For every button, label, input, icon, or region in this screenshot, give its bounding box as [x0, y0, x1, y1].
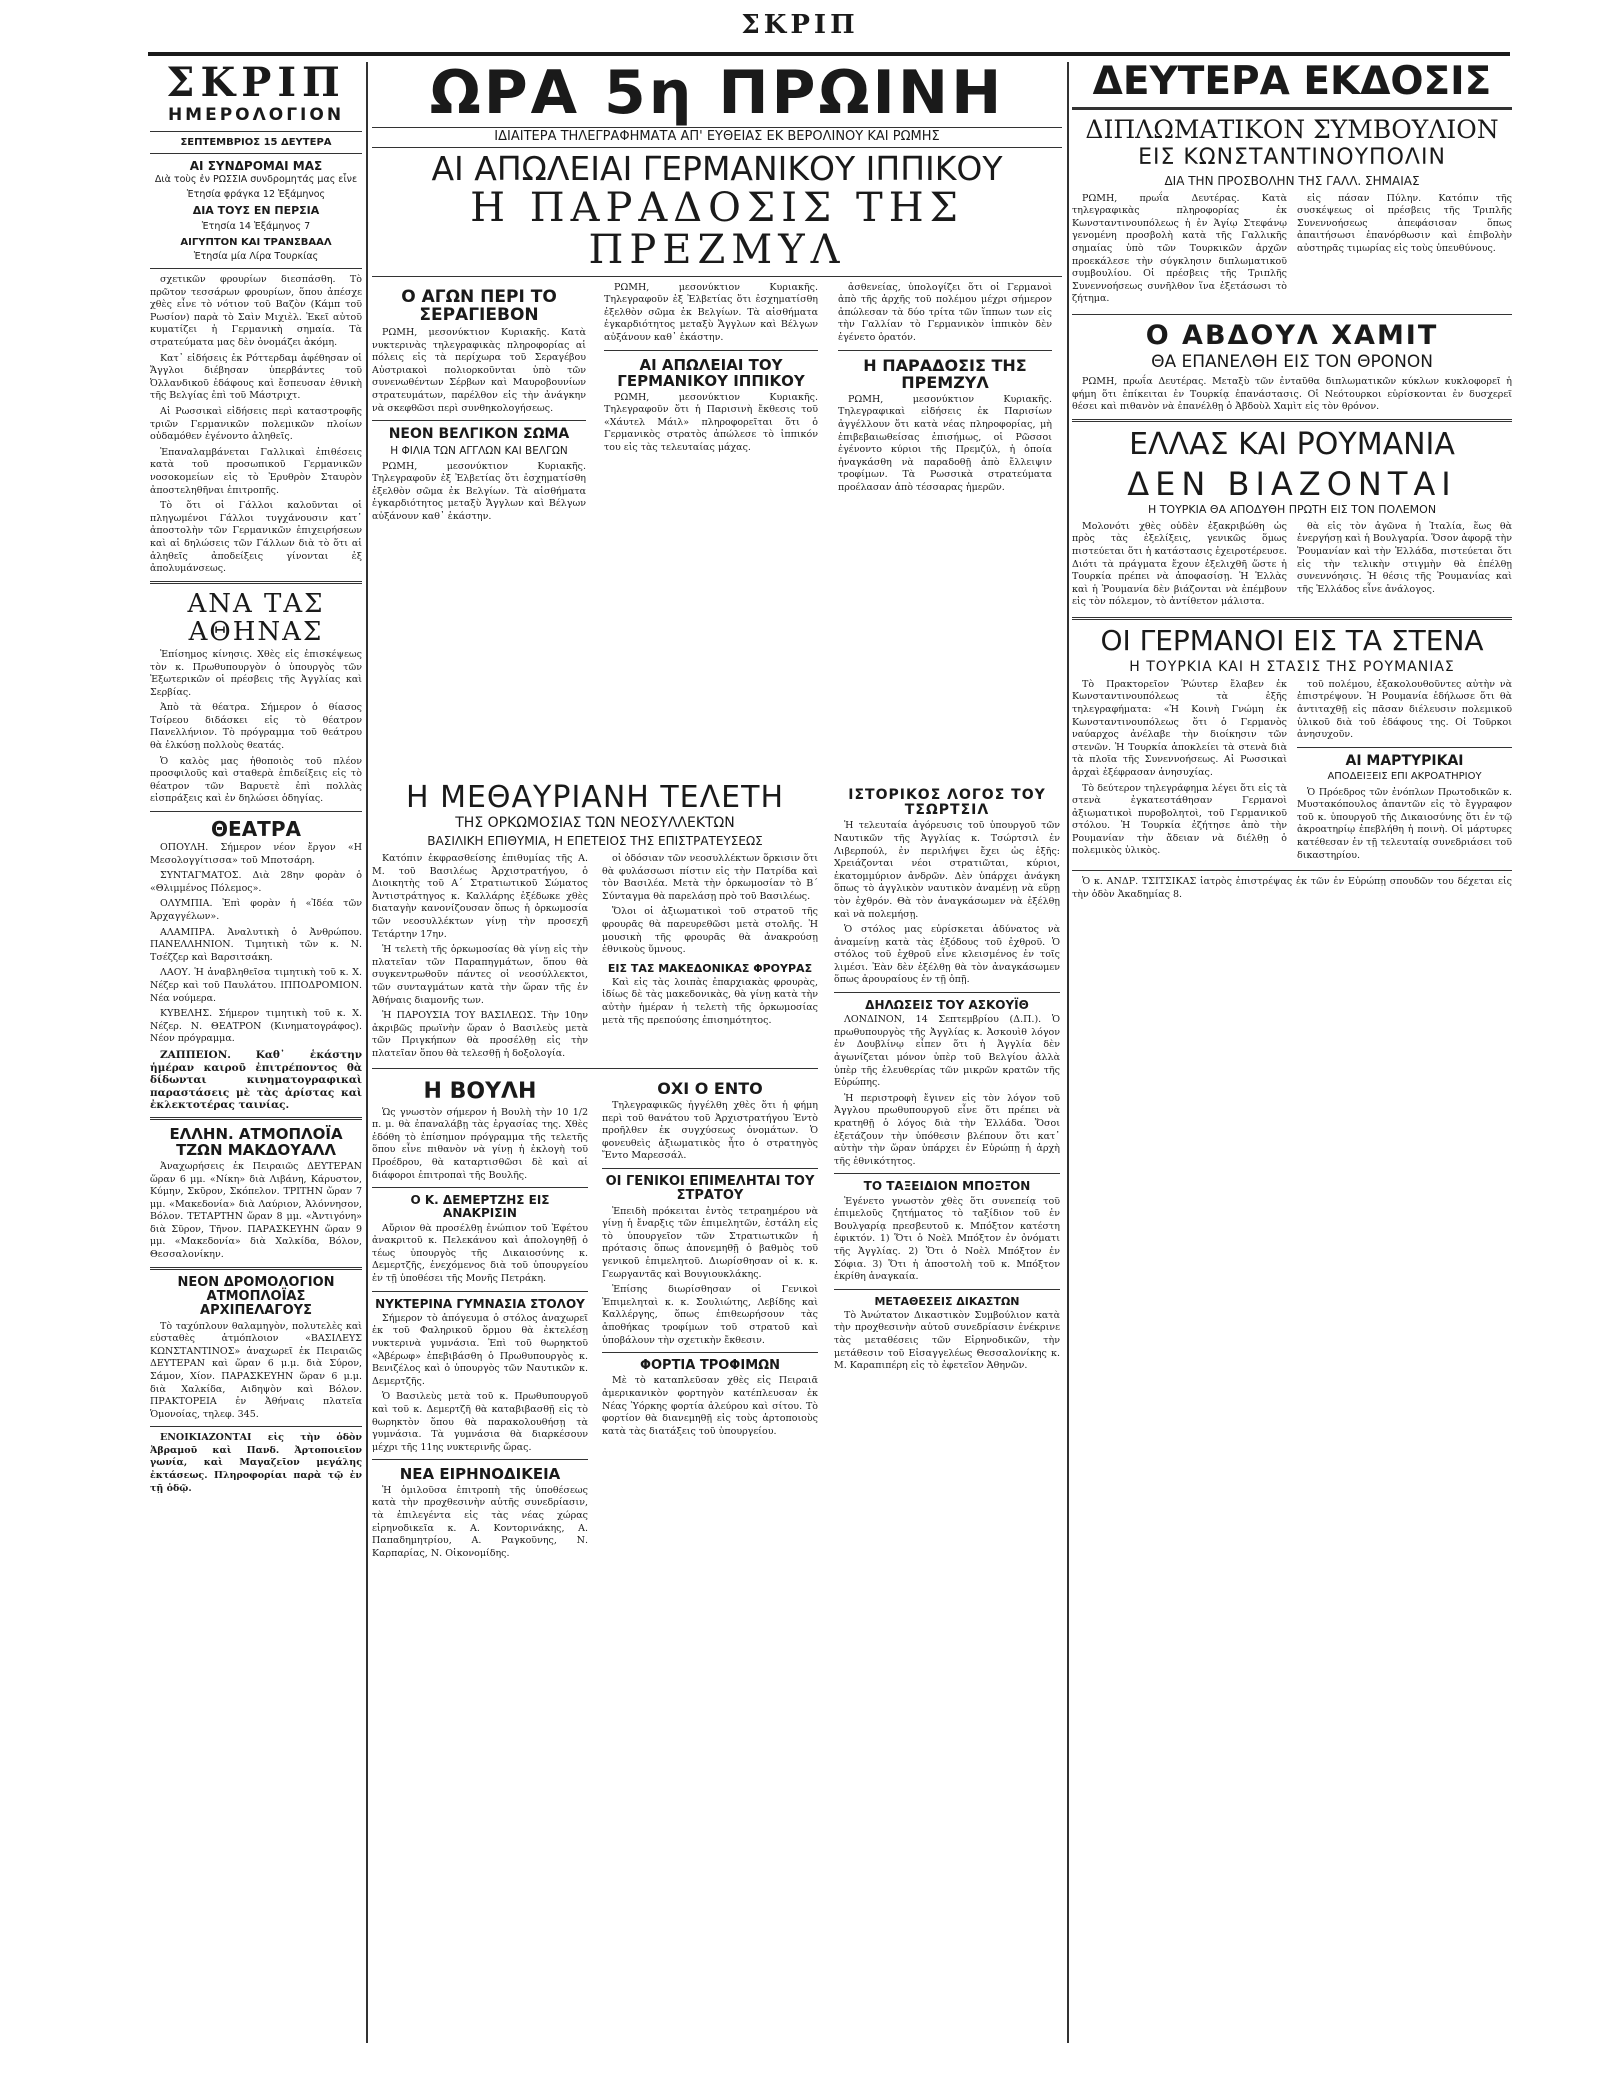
divider — [1072, 617, 1512, 620]
headline: ΑΙ ΑΠΩΛΕΙΑΙ ΓΕΡΜΑΝΙΚΟΥ ΙΠΠΙΚΟΥ — [431, 148, 1003, 188]
article-text: Ὡς γνωστὸν σήμερον ἡ Βουλὴ τὴν 10 1/2 π. μ. θὰ ἐπαναλάβῃ τὰς ἐργασίας της. Χθὲς ἐδόθη τὸ ἐπίσημον πρόγραμμα τῆς τελετῆς ὅπου εἶνε πιθανὸν νὰ γίνῃ ἡ ἐκλογὴ τοῦ Προέδρου, θὰ καταρτισθῶσι δὲ καὶ αἱ διάφοροι ἐπιτροπαὶ τῆς Βουλῆς. — [372, 1106, 588, 1181]
article-text: Αὔριον θὰ προσέλθῃ ἐνώπιον τοῦ Ἐφέτου ἀνακριτοῦ κ. Πελεκάνου καὶ ἀπολογηθῇ ὁ τέως ὑπουργὸς τῆς Δικαιοσύνης κ. Δεμερτζῆς, ἐνεχόμενος διὰ τοῦ ὑπουργείου ἐν τῇ ὑποθέσει τῆς Μονῆς Πετράκη. — [372, 1222, 588, 1284]
divider — [372, 1187, 588, 1188]
divider — [602, 1168, 818, 1169]
second-edition-banner: ΔΕΥΤΕΡΑ ΕΚΔΟΣΙΣ — [1072, 62, 1512, 110]
article-text: Ὅλοι οἱ ἀξιωματικοὶ τοῦ στρατοῦ τῆς φρουρᾶς θὰ παρευρεθῶσι μετὰ στολῆς. Ἡ μουσικὴ τῆς φρουρᾶς θὰ ἀνακρούσῃ ἐθνικοὺς ὕμνους. — [602, 906, 818, 956]
article-column — [602, 1074, 818, 1563]
article-text: Ὁ Πρόεδρος τῶν ἐνόπλων Πρωτοδικῶν κ. Μυστακόπουλος ἀπαντῶν εἰς τὸ ἔγγραφον τοῦ κ. ὑπουργοῦ τῆς Δικαιοσύνης ὅτι ἐν τῷ ἀκροατηρίῳ ἐπεβλήθη ἡ ποινὴ. Οἱ μάρτυρες κατέθεσαν ἐν τῇ τελευταίᾳ συνεδριάσει τοῦ δικαστηρίου. — [1297, 786, 1512, 861]
divider — [372, 420, 586, 421]
article-heading: ΑΙ ΑΠΩΛΕΙΑΙ ΤΟΥ ΓΕΡΜΑΝΙΚΟΥ ΙΠΠΙΚΟΥ — [617, 355, 805, 391]
article-columns — [1072, 521, 1512, 612]
article-heading: ΑΙ ΜΑΡΤΥΡΙΚΑΙ — [1345, 752, 1464, 769]
article-subheading: Η ΤΟΥΡΚΙΑ ΘΑ ΑΠΟΔΥΘΗ ΠΡΩΤΗ ΕΙΣ ΤΟΝ ΠΟΛΕΜΟΝ — [1147, 503, 1437, 517]
theatre-listing: ΟΠΟΥΛΗ. Σήμερον νέον ἔργον «Η Μεσολογγίτισσα» τοῦ Μποτσάρη. — [150, 842, 362, 866]
article-text: Κατ᾿ εἰδήσεις ἐκ Ρόττερδαμ ἀφέθησαν οἱ Ἄγγλοι διέβησαν ὑπερβάντες τοῦ Ὀλλανδικοῦ ἐδάφους καὶ ἔσπευσαν ἐθνικὴ τῆς Βελγίας ἐπὶ τοῦ Μάστριχτ. — [150, 352, 362, 402]
article-text: Μολονότι χθὲς οὐδὲν ἐξακριβώθη ὡς πρὸς τὰς ἐξελίξεις, γενικῶς ὅμως πιστεύεται ὅτι ἡ κατάστασις ἐχειροτέρευσε. Διότι τὰ πράγματα ἔχουν ἐξελιχθῆ ὥστε ἡ Τουρκία πρέπει νὰ ἀποφασίσῃ. Ἡ Ἑλλὰς καὶ ἡ Ῥουμανία δὲν βιάζονται νὰ ἐπέμβουν εἰς τὸν πόλεμον, τὸ ἀντίθετον μάλιστα. — [1072, 520, 1287, 608]
steamship-heading: ΕΛΛΗΝ. ΑΤΜΟΠΛΟΪΑ ΤΖΩΝ ΜΑΚΔΟΥΑΛΛ — [169, 1124, 343, 1160]
article-heading: Ο ΑΒΔΟΥΛ ΧΑΜΙΤ — [1145, 319, 1439, 351]
article-text: ΡΩΜΗ, μεσονύκτιον Κυριακῆς. Τηλεγραφικαὶ εἰδήσεις ἐκ Παρισίων ἀγγέλλουν ὅτι κατὰ νέας πληροφορίας, μὴ ἐπιβεβαιωθείσας ἐπισήμως, οἱ Ρῶσσοι ἐγένοντο κύριοι τῆς Πρεμζύλ, ἡ ὁποία ἠναγκάσθη νὰ παραδοθῇ ἀπὸ ἔλλειψιν τροφίμων. Τὰ Ρωσσικὰ στρατεύματα προέλασαν ἀπὸ τέσσαρας ἡμερῶν. — [838, 393, 1052, 493]
divider — [150, 153, 362, 154]
divider — [1297, 747, 1512, 748]
article-text: Τὸ δεύτερον τηλεγράφημα λέγει ὅτι εἰς τὰ στενὰ ἐγκατεστάθησαν Γερμανοὶ ἀξιωματικοὶ πυροβολητοὶ, τοῦ Γερμανικοῦ στόλου. Ἡ Τουρκία ἐζήτησε ἀπὸ τὴν Ρουμανίαν τὴν ἄδειαν νὰ διέλθῃ ὁ πολεμικὸς ὑλικὸς. — [1072, 782, 1287, 857]
route-schedule: Τὸ ταχύπλουν θαλαμηγὸν, πολυτελὲς καὶ εὐσταθὲς ἀτμόπλοιον «ΒΑΣΙΛΕΥΣ ΚΩΝΣΤΑΝΤΙΝΟΣ» ἀναχωρεῖ ἐκ Πειραιῶς ΔΕΥΤΕΡΑΝ καὶ ὥραν 6 μ.μ. διὰ Σύρον, Σάμον, Χίον. ΠΑΡΑΣΚΕΥΗΝ ὥραν 6 μ.μ. διὰ Χαλκίδα, Αιδηψὸν καὶ Βόλον. ΠΡΑΚΤΟΡΕΙΑ ἐν Ἀθήναις πλατεῖα Ὁμονοίας, τηλεφ. 345. — [150, 1320, 362, 1420]
article-columns — [1072, 679, 1512, 865]
issue-date: ΣΕΠΤΕΜΒΡΙΟΣ 15 ΔΕΥΤΕΡΑ — [180, 136, 332, 148]
divider — [838, 350, 1052, 351]
article-column — [1297, 679, 1512, 865]
article-columns — [372, 1074, 818, 1563]
article-text: Αἱ Ρωσσικαὶ εἰδήσεις περὶ καταστροφῆς τριῶν Γερμανικῶν πολεμικῶν πλοίων οὐδαμόθεν ἐγένοντο ἀληθεῖς. — [150, 406, 362, 443]
article-heading: ΝΕΑ ΕΙΡΗΝΟΔΙΚΕΙΑ — [399, 1465, 561, 1484]
article-text: Καὶ εἰς τὰς λοιπὰς ἐπαρχιακὰς φρουρὰς, ἰδίως δὲ τὰς μακεδονικὰς, θὰ γίνῃ κατὰ τὴν αὐτὴν ἡμέραν ἡ τελετὴ τῆς ὁρκωμοσίας μετὰ τῆς πρεπούσης ἐπισημότητος. — [602, 976, 818, 1026]
article-text: Ἡ τελετὴ τῆς ὁρκωμοσίας θὰ γίνῃ εἰς τὴν πλατεῖαν τῶν Παραπηγμάτων, ὅπου θὰ συγκεντρωθοῦν πάντες οἱ νεοσύλλεκτοι, τῶν συνταγμάτων κατὰ τὴν ὥραν τῆς ἐν Ἀθήναις διαμονῆς των. — [372, 944, 588, 1006]
athens-heading: ΑΝΑ ΤΑΣ ΑΘΗΝΑΣ — [187, 588, 325, 648]
rent-notice: ΕΝΟΙΚΙΑΖΟΝΤΑΙ εἰς τὴν ὁδὸν Ἀβραμοῦ καὶ Πανδ. Ἀρτοποιεῖον γωνία, καὶ Μαγαζεῖον μεγάλης ἐκτάσεως. Πληροφορίαι παρὰ τῷ ἐν τῇ ὁδῷ. — [150, 1432, 362, 1494]
article-text: Ἐγένετο γνωστὸν χθὲς ὅτι συνεπείᾳ τοῦ ἐπιμελοῦς ζητήματος τὸ ταξίδιον τοῦ ἐν Βουλγαρίᾳ πρεσβευτοῦ κ. Μπόξτον κατέστη ἐφικτόν. 1) Ὅτι ὁ Νοὲλ Μπόξτον ἐν ὀνόματι τῆς Ἀγγλίας. 2) Ὅτι ὁ Νοὲλ Μπόξτον ἐν Σόφια. 3) Ὅτι ἡ ἀποστολὴ τοῦ κ. Μπόξτον ἐκρίθη ἀναγκαία. — [834, 1195, 1060, 1283]
article-columns — [372, 853, 818, 1064]
left-column — [150, 62, 362, 2043]
article-heading: ΤΟ ΤΑΞΕΙΔΙΟΝ ΜΠΟΞΤΟΝ — [863, 1179, 1031, 1194]
article-subheading: ΔΙΑ ΤΗΝ ΠΡΟΣΒΟΛΗΝ ΤΗΣ ΓΑΛΛ. ΣΗΜΑΙΑΣ — [1164, 173, 1420, 188]
calendar-subtitle: ΗΜΕΡΟΛΟΓΙΟΝ — [167, 105, 345, 125]
right-subcolumn — [834, 782, 1060, 1376]
subscriptions-line: ΑΙΓΥΠΤΟΝ ΚΑΙ ΤΡΑΝΣΒΑΑΛ — [180, 236, 332, 248]
subscriptions-heading: ΑΙ ΣΥΝΔΡΟΜΑΙ ΜΑΣ — [189, 159, 323, 174]
article-text: Τὸ Ἀνώτατον Δικαστικὸν Συμβούλιον κατὰ τὴν προχθεσινὴν αὐτοῦ συνεδρίασιν ἐνέκρινε τὰς μεταθέσεις τῶν Εἰρηνοδικῶν, τὴν μετάθεσιν τοῦ Εἰσαγγελέως Θεσσαλονίκης κ. Μ. Καραπιπέρη εἰς τὸ ἐφετεῖον Ἀθηνῶν. — [834, 1309, 1060, 1372]
article-text: Κατόπιν ἐκφρασθείσης ἐπιθυμίας τῆς Α. Μ. τοῦ Βασιλέως Ἀρχιστρατήγου, ὁ Διοικητὴς τοῦ Α΄ Στρατιωτικοῦ Σώματος Ἀντιστράτηγος κ. Καλλάρης ἐξέδωκε χθὲς διαταγὴν κανονίζουσαν ὅπως ἡ ὁρκωμοσία τῶν νεοσυλλέκτων γίνῃ τὴν προσεχῆ Τετάρτην 17ην. — [372, 852, 588, 940]
article-subheading: ΒΑΣΙΛΙΚΗ ΕΠΙΘΥΜΙΑ, Η ΕΠΕΤΕΙΟΣ ΤΗΣ ΕΠΙΣΤΡΑΤΕΥΣΕΩΣ — [427, 834, 763, 849]
theatre-listing: ΣΥΝΤΑΓΜΑΤΟΣ. Διὰ 28ην φορὰν ὁ «Θλιμμένος Πόλεμος». — [150, 870, 362, 894]
top-rule — [148, 52, 1510, 56]
divider — [150, 1426, 362, 1427]
article-heading: ΔΙΠΛΩΜΑΤΙΚΟΝ ΣΥΜΒΟΥΛΙΟΝ — [1085, 114, 1499, 144]
article-column — [372, 853, 588, 1064]
article-text: Ἐπίσημος κίνησις. Χθὲς εἰς ἐπισκέψεως τὸν κ. Πρωθυπουργὸν ὁ ὑπουργὸς τῶν Ἐξωτερικῶν οἱ πρέσβεις τῆς Ἀγγλίας καὶ Σερβίας. — [150, 648, 362, 698]
article-text: σχετικῶν φρουρίων διεσπάσθη. Τὸ πρῶτον τεσσάρων φρουρίων, ὅπου ἀπέσχε χθὲς εἶνε τὸ νότιον τοῦ Βαζὸν (Κάμπ τοῦ Ρωσίον) παρὰ τὸ Σαὶν Μιχιὲλ. Ἐκεῖ αὐτοῦ κυματίζει ἡ Γερμανικὴ σημαία. Τὰ στρατεύματα μας δὲν ὀνομάζει ἀκόμη. — [150, 274, 362, 349]
subscriptions-line: Διὰ τοὺς ἐν ΡΩΣΣΙΑ συνδρομητάς μας εἶνε — [154, 174, 358, 186]
article-text: Ὁ στόλος μας εὑρίσκεται ἀδύνατος νὰ ἀναμείνῃ κατὰ τὰς ἐξόδους τοῦ ἐχθροῦ. Ὁ στόλος τοῦ ἐχθροῦ εἶνε κλεισμένος ἐν τοῖς λιμέσι. Ἐὰν δὲν ἐξέλθῃ θὰ τὸν ἀναγκάσωμεν ὅπως ἀρουραίους ἐν τῇ ὀπῇ. — [834, 924, 1060, 986]
article-text: Σήμερον τὸ ἀπόγευμα ὁ στόλος ἀναχωρεῖ ἐκ τοῦ Φαληρικοῦ ὅρμου θὰ ἐκτελέσῃ νυκτερινὰ γυμνάσια. Ἐπὶ τοῦ θωρηκτοῦ «Ἀβέρωφ» ἐπεβιβάσθη ὁ Πρωθυπουργὸς κ. Βενιζέλος καὶ ὁ ὑπουργὸς τῶν Ναυτικῶν κ. Δεμερτζῆς. — [372, 1312, 588, 1387]
divider — [834, 992, 1060, 993]
article-heading: ΔΕΝ ΒΙΑΖΟΝΤΑΙ — [1127, 464, 1457, 503]
article-text: Ἐπίσης διωρίσθησαν οἱ Γενικοὶ Ἐπιμεληταὶ κ. κ. Σουλιώτης, Λεβίδης καὶ Καλλέργης, ὅπως ἐπιθεωρήσουν τὰς ἀποθήκας τροφίμων τοῦ στρατοῦ καὶ ὑποβάλουν τὴν σχετικὴν ἔκθεσιν. — [602, 1284, 818, 1346]
ceremony-article — [372, 779, 818, 1564]
article-subheading: Η ΦΙΛΙΑ ΤΩΝ ΑΓΓΛΩΝ ΚΑΙ ΒΕΛΓΩΝ — [390, 444, 568, 457]
article-heading: Ο Κ. ΔΕΜΕΡΤΖΗΣ ΕΙΣ ΑΝΑΚΡΙΣΙΝ — [410, 1193, 550, 1221]
article-text: ΛΟΝΔΙΝΟΝ, 14 Σεπτεμβρίου (Δ.Π.). Ὁ πρωθυπουργὸς τῆς Ἀγγλίας κ. Ἀσκουὶθ λόγον ἐν Δουβλίνῳ εἶπεν ὅτι ἡ Ἀγγλία δὲν ἀγωνίζεται μόνον ὑπὲρ τοῦ Βελγίου ἀλλὰ ὑπὲρ τῆς ἐλευθερίας τῶν μικρῶν κρατῶν τῆς Εὐρώπης. — [834, 1014, 1060, 1089]
article-text: Ἡ περιστροφὴ ἔγινεν εἰς τὸν λόγον τοῦ Ἀγγλου πρωθυπουργοῦ εἶνε ὅτι πρέπει νὰ κρατηθῇ ὁ λόγος διὰ τὴν Ἑλλάδα. Ὅσοι ἐξετάζουν τὴν ὑπόθεσιν βλέπουν ὅτι κατ᾿ αὐτὴν τὴν ὥραν ὑπάρχει ἐν Εὐρώπῃ ἡ ἀρχὴ τῆς ἐθνικότητος. — [834, 1092, 1060, 1167]
theatres-heading: ΘΕΑΤΡΑ — [211, 817, 301, 842]
article-text: Ἐπειδὴ πρόκειται ἐντὸς τετραημέρου νὰ γίνῃ ἡ ἔναρξις τῶν ἐπιμελητῶν, ἐστάλη εἰς τὸ ὑπουργεῖον τῶν Στρατιωτικῶν ἡ πρότασις ὅπως ἀπονεμηθῇ ὁ βαθμὸς τοῦ γενικοῦ ἐπιμελητοῦ. Διωρίσθησαν οἱ κ. κ. Γεωργαντᾶς καὶ Βουγιουκλάκης. — [602, 1205, 818, 1280]
article-subheading: ΘΑ ΕΠΑΝΕΛΘΗ ΕΙΣ ΤΟΝ ΘΡΟΝΟΝ — [1151, 351, 1433, 372]
doctor-notice: Ὁ κ. ΑΝΔΡ. ΤΣΙΤΣΙΚΑΣ ἰατρὸς ἐπιστρέψας ἐκ τῶν ἐν Εὐρώπῃ σπουδῶν του δέχεται εἰς τὴν ὁδὸν Ἀκαδημίας 8. — [1072, 876, 1512, 900]
divider — [372, 1068, 818, 1069]
divider — [150, 1117, 362, 1120]
article-column — [1297, 193, 1512, 309]
divider — [150, 131, 362, 132]
cinema-notice: ΖΑΠΠΕΙΟΝ. Καθ᾿ ἑκάστην ἡμέραν καιροῦ ἐπιτρέποντος θὰ δίδωνται κινηματογραφικαὶ παραστάσεις μὲ τὰς ἀρίστας καὶ ἐκλεκτοτέρας ταινίας. — [150, 1048, 362, 1112]
subscriptions-line: Ἐτησία μία Λίρα Τουρκίας — [193, 251, 319, 263]
article-text: Ὁ Βασιλεὺς μετὰ τοῦ κ. Πρωθυπουργοῦ καὶ τοῦ κ. Δεμερτζῆ θὰ καταβιβασθῇ εἰς τὸ θωρηκτὸν ὅπου θὰ παρακολουθήσῃ τὰ γυμνάσια. Τὰ γυμνάσια θὰ διαρκέσουν μέχρι τῆς 11ης νυκτερινῆς ὥρας. — [372, 1391, 588, 1453]
article — [838, 282, 1052, 498]
column-divider — [366, 62, 368, 2043]
article-heading: Ο ΑΓΩΝ ΠΕΡΙ ΤΟ ΣΕΡΑΓΙΕΒΟΝ — [401, 286, 557, 326]
lower-articles — [372, 779, 1062, 2043]
article-heading: ΜΕΤΑΘΕΣΕΙΣ ΔΙΚΑΣΤΩΝ — [874, 1294, 1020, 1308]
divider — [150, 581, 362, 584]
article-column — [1072, 193, 1287, 309]
article-column — [1072, 521, 1287, 612]
calendar-title: ΣΚΡΙΠ — [166, 62, 346, 106]
article-text: ΡΩΜΗ, μεσονύκτιον Κυριακῆς. Τηλεγραφοῦν ὅτι ἡ Παρισινὴ ἔκθεσις τοῦ «Χάυτελ Μάιλ» πληροφορεῖται ὅτι ὁ Γερμανικὸς στρατὸς ἀπώλεσε τὸ ἱππικόν του εἰς τὰς τελευταίας μάχας. — [604, 391, 818, 453]
divider — [150, 811, 362, 812]
main-banner: ΩΡΑ 5η ΠΡΩΙΝΗ — [429, 62, 1005, 128]
article-text: τοῦ πολέμου, ἐξακολουθοῦντες αὐτὴν νὰ ἐπιστρέψουν. Ἡ Ρουμανία ἐδήλωσε ὅτι θὰ ἀντιταχθῇ εἰς πᾶσαν διέλευσιν πολεμικοῦ ὑλικοῦ διὰ τοῦ ἐδάφους της. Οἱ Τοῦρκοι ἀνησυχοῦν. — [1297, 678, 1512, 741]
article-text: Ἡ τελευταία ἀγόρευσις τοῦ ὑπουργοῦ τῶν Ναυτικῶν τῆς Ἀγγλίας κ. Τσώρτσιλ ἐν Λιβερπούλ, ἐν περιλήψει ἔχει ὡς ἑξῆς: Χρειάζονται νέοι στρατιῶται, κύριοι, ἑκατομμύριον ἀνδρῶν. Δὲν ὑπάρχει ἀνάγκη ὅπως τὸ ἀγγλικὸν ναυτικὸν ἀναμένῃ νὰ εὕρῃ τὸν ἐχθρόν. Θὰ τὸν ἀναγκάσωμεν νὰ ἐξέλθῃ καὶ νὰ πολεμήσῃ. — [834, 820, 1060, 920]
article-subheading: ΤΗΣ ΟΡΚΩΜΟΣΙΑΣ ΤΩΝ ΝΕΟΣΥΛΛΕΚΤΩΝ — [455, 815, 735, 832]
article-text: ΡΩΜΗ, μεσονύκτιον Κυριακῆς. Τηλεγραφοῦν ἐξ Ἐλβετίας ὅτι ἐσχηματίσθη ἐξελθὸν σῶμα ἐκ Βελγίων. Τὰ αἰσθήματα ἐγκαρδιότητος μεταξὺ Ἄγγλων καὶ Βέλγων αὐξάνουν καθ᾿ ἑκάστην. — [372, 460, 586, 522]
article-heading: ΔΗΛΩΣΕΙΣ ΤΟΥ ΑΣΚΟΥΪΘ — [865, 998, 1029, 1013]
theatre-listing: ΛΑΟΥ. Ἡ ἀναβληθεῖσα τιμητικὴ τοῦ κ. Χ. Νέζερ καὶ τοῦ Παυλάτου. ΙΠΠΟΔΡΟΜΙΟΝ. Νέα νούμερα. — [150, 967, 362, 1004]
divider — [1072, 419, 1512, 422]
article-text: Τὸ Πρακτορεῖον Ῥώυτερ ἔλαβεν ἐκ Κωνσταντινουπόλεως τὰ ἑξῆς τηλεγραφήματα: «Ἡ Κοινὴ Γνώμη ἐκ Κωνσταντινουπόλεως ὅτι ὁ Γερμανὸς ναύαρχος ἀνέλαβε τὴν διοίκησιν τῶν στενῶν. Ἡ Τουρκία ἀποκλείει τὰ στενὰ διὰ τὰ πλοῖα τῆς Συνεννοήσεως. Αἱ Ρωσσικαὶ ἀρχαὶ ἐξέφρασαν ἀνησυχίας. — [1072, 678, 1287, 778]
divider — [1072, 314, 1512, 315]
article-text: Ἀπὸ τὰ θέατρα. Σήμερον ὁ θίασος Τσίρεου διδάσκει εἰς τὸ θέατρον Πανελλήνιον. Τὸ πρόγραμμα τοῦ θεάτρου θὰ ἐλκύσῃ πολλοὺς θεατάς. — [150, 702, 362, 752]
route-heading: ΝΕΟΝ ΔΡΟΜΟΛΟΓΙΟΝ ΑΤΜΟΠΛΟΪΑΣ ΑΡΧΙΠΕΛΑΓΟΥΣ — [177, 1274, 335, 1319]
article-heading: ΝΥΚΤΕΡΙΝΑ ΓΥΜΝΑΣΙΑ ΣΤΟΛΟΥ — [375, 1296, 585, 1311]
article-heading: ΕΛΛΑΣ ΚΑΙ ΡΟΥΜΑΝΙΑ — [1129, 426, 1455, 462]
divider — [602, 1352, 818, 1353]
article-text: Τηλεγραφικῶς ἠγγέλθη χθὲς ὅτι ἡ φήμη περὶ τοῦ θανάτου τοῦ Ἀρχιστρατήγου Ἐντὸ προῆλθεν ἐκ συγχύσεως ὀνομάτων. Ὁ φονευθεὶς ἀξιωματικὸς ἦτο ὁ στρατηγὸς Ἔντο Μαρεσσάλ. — [602, 1100, 818, 1162]
article-text: Ἡ ὁμιλοῦσα ἐπιτροπὴ τῆς ὑποθέσεως κατὰ τὴν προχθεσινὴν αὐτῆς συνεδρίασιν, τὰ ἐπιλεγέντα εἰς τὰς νέας χώρας εἰρηνοδικεῖα κ. Α. Κοντορινάκης, Α. Παπαδημητρίου, Α. Ραγκοῦνης, Ν. Καρπαρίας, Ν. Οἰκονομίδης. — [372, 1484, 588, 1559]
theatre-listing: ΑΛΑΜΠΡΑ. Ἀναλυτικὴ ὁ Ἀνθρώπου. ΠΑΝΕΛΛΗΝΙΟΝ. Τιμητικὴ τῶν κ. Ν. Τσέζζερ καὶ Βαρσιτσάκη. — [150, 926, 362, 963]
article-text: Ἐπαναλαμβάνεται Γαλλικαὶ ἐπιθέσεις κατὰ τοῦ προσωπικοῦ Γερμανικῶν νοσοκομείων εἰς τὸ Ἐρυθρὸν Σταυρὸν ἀποστεληθῆναι ἐπιτροπῆς. — [150, 446, 362, 496]
article-text: θὰ εἰς τὸν ἀγῶνα ἡ Ἰταλία, ἕως θὰ ἐνεργήσῃ καὶ ἡ Βουλγαρία. Ὅσον ἀφορᾷ τὴν Ῥουμανίαν καὶ τὴν Ἑλλάδα, πιστεύεται ὅτι εἰς τὴν τελικὴν στιγμὴν θὰ ἐπέλθῃ συνεννόησις. Ἡ θέσις τῆς Ῥουμανίας καὶ τῆς Ἑλλάδος εἶνε ἀνάλογος. — [1297, 520, 1512, 595]
divider — [834, 1289, 1060, 1290]
article-text: ΡΩΜΗ, μεσονύκτιον Κυριακῆς. Κατὰ νυκτερινὰς τηλεγραφικὰς πληροφορίας αἱ πόλεις εἰς τὰ περίχωρα τοῦ Σεραγέβου Αὐστριακοὶ πολιορκοῦνται ὑπὸ τῶν συνενωθέντων Σέρβων καὶ Μαυροβουνίων στρατευμάτων, παρέλθον εἰς τὴν ἀνάγκην νὰ σκεφθῶσι περὶ συνθηκολογήσεως. — [372, 326, 586, 414]
column-divider — [1067, 62, 1069, 2043]
article-column — [1297, 521, 1512, 612]
article — [372, 282, 586, 527]
article-heading: ΟΧΙ Ο ΕΝΤΟ — [657, 1079, 763, 1099]
top-articles — [372, 282, 1062, 782]
article-heading: ΟΙ ΓΕΡΜΑΝΟΙ ΕΙΣ ΤΑ ΣΤΕΝΑ — [1100, 623, 1484, 657]
main-column — [372, 62, 1062, 2043]
theatre-listing: ΟΛΥΜΠΙΑ. Ἐπὶ φορὰν ἡ «Ἰδέα τῶν Ἀρχαγγέλων». — [150, 898, 362, 922]
article-subheading: Η ΤΟΥΡΚΙΑ ΚΑΙ Η ΣΤΑΣΙΣ ΤΗΣ ΡΟΥΜΑΝΙΑΣ — [1129, 658, 1455, 675]
article-heading: Η ΠΑΡΑΔΟΣΙΣ ΤΗΣ ΠΡΕΜΖΥΛ — [863, 355, 1027, 393]
article-heading: Η ΜΕΘΑΥΡΙΑΝΗ ΤΕΛΕΤΗ — [405, 779, 785, 815]
article-text: ΡΩΜΗ, πρωΐα Δευτέρας. Μεταξὺ τῶν ἐνταῦθα διπλωματικῶν κύκλων κυκλοφορεῖ ἡ φήμη ὅτι ἐπίκειται ἐν Τουρκίᾳ ἐπανάστασις. Οἱ Νεότουρκοι εὑρίσκονται ἐν δυσχερεῖ θέσει καὶ πιθανὸν νὰ ἐπανέλθῃ ὁ Ἀβδοὺλ Χαμὶτ εἰς τὸν θρόνον. — [1072, 376, 1512, 413]
divider — [372, 1291, 588, 1292]
banner-subtitle: ΙΔΙΑΙΤΕΡΑ ΤΗΛΕΓΡΑΦΗΜΑΤΑ ΑΠ' ΕΥΘΕΙΑΣ ΕΚ ΒΕΡΟΛΙΝΟΥ ΚΑΙ ΡΩΜΗΣ — [372, 127, 1062, 148]
article-text: Ἡ ΠΑΡΟΥΣΙΑ ΤΟΥ ΒΑΣΙΛΕΩΣ. Τὴν 10ην ἀκριβῶς πρωϊνὴν ὥραν ὁ Βασιλεὺς μετὰ τῶν Πριγκήπων θὰ προσέλθῃ εἰς τὴν πλατεῖαν ὅπου θὰ τελεσθῇ ἡ δοξολογία. — [372, 1010, 588, 1059]
subscriptions-line: ΔΙΑ ΤΟΥΣ ΕΝ ΠΕΡΣΙΑ — [192, 204, 320, 218]
divider — [604, 350, 818, 351]
article-text: οἱ ὁδόσιαν τῶν νεοσυλλέκτων ὅρκισιν ὅτι θὰ φυλάσσωσι πίστιν εἰς τὴν Πατρίδα καὶ τὸν Βασιλέα. Μετὰ τὴν ὁρκωμοσίαν τὸ Β΄ Σύνταγμα θὰ παρελάσῃ πρὸ τοῦ Βασιλέως. — [602, 852, 818, 902]
right-column — [1072, 62, 1512, 2043]
article-column — [1072, 679, 1287, 865]
steamship-schedule: Ἀναχωρήσεις ἐκ Πειραιῶς ΔΕΥΤΕΡΑΝ ὥραν 6 μμ. «Νίκη» διὰ Λιβάνη, Κάρυστον, Κύμην, Σκῦρον, Σκόπελον. ΤΡΙΤΗΝ ὥραν 7 μμ. «Μακεδονία» διὰ Λαύριον, Ἀλόννησον, Βόλον. ΤΕΤΑΡΤΗΝ ὥραν 8 μμ. «Ἀντιγόνη» διὰ Σῦρον, Τῆνον. ΠΑΡΑΣΚΕΥΗΝ ὥραν 9 μμ. «Μακεδονία» διὰ Χαλκίδα, Βόλον, Θεσσαλονίκην. — [150, 1160, 362, 1261]
article-subheading: ΑΠΟΔΕΙΞΕΙΣ ΕΠΙ ΑΚΡΟΑΤΗΡΙΟΥ — [1327, 771, 1482, 783]
article-heading: ΙΣΤΟΡΙΚΟΣ ΛΟΓΟΣ ΤΟΥ ΤΣΩΡΤΣΙΛ — [848, 786, 1046, 818]
divider — [372, 276, 1062, 277]
divider — [834, 1173, 1060, 1174]
article-text: Τὸ ὅτι οἱ Γάλλοι καλοῦνται οἱ πληγωμένοι Γάλλοι τυγχάνουσιν κατ᾿ ἀποστολὴν τῶν Γερμανικῶν ἐπιχειρήσεων καὶ αἱ δηλώσεις τῶν Γάλλων διὰ τὸ ὅτι αἱ ἀληθεῖς ἀποδείξεις γίνονται ἐξ ἀπολυμάνσεως. — [150, 500, 362, 575]
article-text: ΡΩΜΗ, πρωΐα Δευτέρας. Κατὰ τηλεγραφικὰς πληροφορίας ἐκ Κωνσταντινουπόλεως ἡ ἐν Ἁγίῳ Στεφάνῳ γενομένη προσβολὴ κατὰ τῆς Γαλλικῆς σημαίας ὑπὸ τῶν Τουρκικῶν ἀρχῶν προεκάλεσε τὴν σύγκλησιν διπλωματικοῦ συμβουλίου. Οἱ πρέσβεις τῆς Τριπλῆς Συνεννοήσεως συνῆλθον ἵνα ἐξετάσωσι τὸ ζήτημα. — [1072, 192, 1287, 305]
article-heading: ΦΟΡΤΙΑ ΤΡΟΦΙΜΩΝ — [639, 1358, 781, 1374]
article-heading: ΝΕΟΝ ΒΕΛΓΙΚΟΝ ΣΩΜΑ — [388, 426, 570, 443]
divider — [1072, 870, 1512, 871]
article-text: Ὁ καλὸς μας ἠθοποιὸς τοῦ πλέον προσφιλοῦς καὶ σταθερὰ ἐπιδείξεις εἰς τὸ θέατρον τῶν Βαρυετὲ ἐπὶ πολλὰς εἰσπράξεις καὶ ἐν δηλώσει ὁδηγίας. — [150, 755, 362, 805]
theatre-listing: ΚΥΒΕΛΗΣ. Σήμερον τιμητικὴ τοῦ κ. Χ. Νέζερ. Ν. ΘΕΑΤΡΟΝ (Κινηματογράφος). Νέον πρόγραμμα. — [150, 1008, 362, 1045]
article-heading: ΕΙΣ ΤΑΣ ΜΑΚΕΔΟΝΙΚΑΣ ΦΡΟΥΡΑΣ — [607, 961, 813, 975]
article-column — [602, 853, 818, 1064]
divider — [150, 1267, 362, 1270]
subscriptions-line: Ἐτησία φράγκα 12 Ἑξάμηνος — [186, 189, 326, 201]
divider — [150, 268, 362, 269]
article — [604, 282, 818, 458]
divider — [372, 1459, 588, 1460]
article-text: Μὲ τὸ καταπλεῦσαν χθὲς εἰς Πειραιᾶ ἀμερικανικὸν φορτηγὸν κατέπλευσαν ἐκ Νέας Ὑόρκης φορτία ἀλεύρου καὶ σίτου. Τὸ φορτίον θὰ διανεμηθῇ εἰς τοὺς ἀρτοποιοὺς κατὰ τὰς διατάξεις τοῦ ὑπουργείου. — [602, 1375, 818, 1437]
article-text: εἰς πάσαν Πύλην. Κατόπιν τῆς συσκέψεως οἱ πρέσβεις τῆς Τριπλῆς Συνεννοήσεως ἀπεφάσισαν ὅπως ἀπαιτήσωσι ἐπανόρθωσιν καὶ ἐπιβολὴν αὐστηρᾶς τιμωρίας εἰς τοὺς ὑπευθύνους. — [1297, 192, 1512, 254]
article-column — [372, 1074, 588, 1563]
article-text: ΡΩΜΗ, μεσονύκτιον Κυριακῆς. Τηλεγραφοῦν ἐξ Ἐλβετίας ὅτι ἐσχηματίσθη ἐξελθὸν σῶμα ἐκ Βελγίων. Τὰ αἰσθήματα ἐγκαρδιότητος μεταξὺ Ἄγγλων καὶ Βέλγων αὐξάνουν καθ᾿ ἑκάστην. — [604, 281, 818, 343]
article-subheading: ΕΙΣ ΚΩΝΣΤΑΝΤΙΝΟΥΠΟΛΙΝ — [1138, 145, 1446, 171]
headline: Η ΠΑΡΑΔΟΣΙΣ ΤΗΣ ΠΡΕΖΜΥΛ — [470, 184, 964, 273]
article-columns — [1072, 193, 1512, 309]
subscriptions-line: Ἐτησία 14 Ἑξάμηνος 7 — [201, 220, 311, 232]
masthead: ΣΚΡΙΠ — [741, 10, 859, 40]
article-text: ἀσθενείας, ὑπολογίζει ὅτι οἱ Γερμανοὶ ἀπὸ τῆς ἀρχῆς τοῦ πολέμου μέχρι σήμερον ἀπώλεσαν τὰ δύο τρίτα τῶν ἵππων των εἰς τὴν Γαλλίαν τὸ Γερμανικὸν ἱππικὸν δὲν ἐγένετο ὁρατόν. — [838, 281, 1052, 343]
article-heading: Η ΒΟΥΛΗ — [423, 1079, 537, 1105]
article-heading: ΟΙ ΓΕΝΙΚΟΙ ΕΠΙΜΕΛΗΤΑΙ ΤΟΥ ΣΤΡΑΤΟΥ — [605, 1174, 815, 1204]
